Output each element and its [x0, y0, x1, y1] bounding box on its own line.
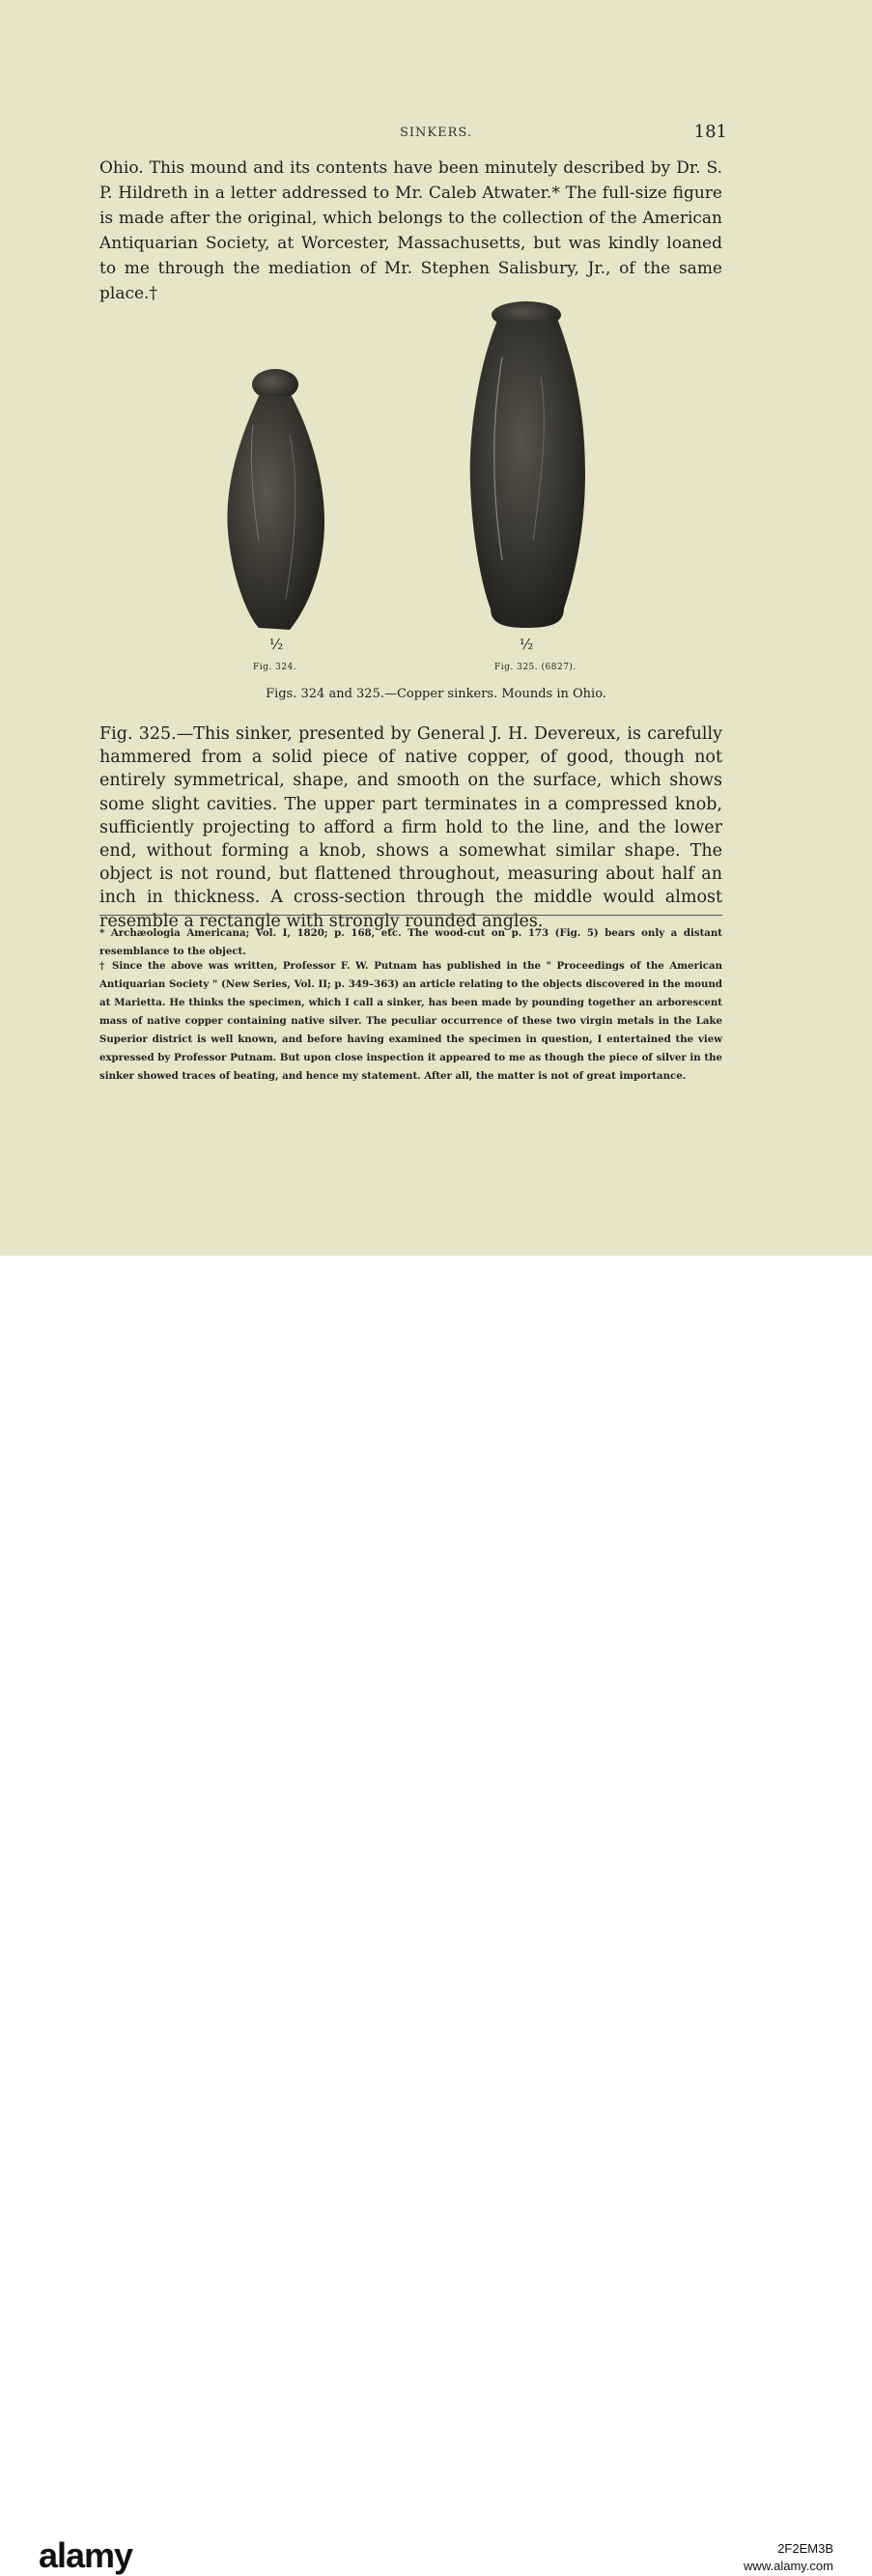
site-url: www.alamy.com	[744, 2559, 833, 2573]
image-code	[744, 2540, 833, 2575]
page-number: 181	[693, 122, 727, 142]
footnote-2: † Since the above was written, Professor F. W. Putnam has published in the " Proceedings of the American Antiquarian Society " (New Series, Vol. II; p. 349–363) an article relating to the objects discovered in the mound at Marietta. He thinks the specimen, which I call a sinker, has been made by pounding together an arborescent mass of native copper containing native silver. The peculiar occurrence of these two virgin metals in the Lake Superior district is well known, and before having examined the specimen in question, I entertained the view expressed by Professor Putnam. But upon close inspection it appeared to me as though the piece of silver in the sinker showed traces of beating, and hence my statement. After all, the matter is not of great importance.	[99, 960, 722, 1082]
sinker-illustrations	[0, 290, 872, 676]
figure-caption: Figs. 324 and 325.—Copper sinkers. Mounds in Ohio.	[266, 687, 606, 701]
fig324-scale: ½	[268, 636, 284, 653]
paragraph-fig325: Fig. 325.—This sinker, presented by General J. H. Devereux, is carefully hammered from a solid piece of native copper, of good, though not entirely symmetrical, shape, and smooth on the surface, which shows some slight cavities. The upper part terminates in a compressed knob, sufficiently projecting to afford a firm hold to the line, and the lower end, without forming a knob, shows a somewhat similar shape. The object is not round, but flattened throughout, measuring about half an inch in thickness. A cross-section through the middle would almost resemble a rectangle with strongly rounded angles.	[99, 724, 722, 931]
fig325-label: Fig. 325. (6827).	[494, 663, 577, 672]
paragraph-intro: Ohio. This mound and its contents have been minutely described by Dr. S. P. Hildreth in a letter addressed to Mr. Caleb Atwater.* The full-size figure is made after the original, which belongs to the collection of the American Antiquarian Society, at Worcester, Massachusetts, but was kindly loaned to me through the mediation of Mr. Stephen Salisbury, Jr., of the same place.†	[99, 158, 722, 303]
fig325-scale: ½	[519, 636, 534, 653]
sinker-fig-324	[227, 369, 324, 630]
running-head: SINKERS.	[400, 126, 472, 140]
watermark-strip	[0, 1256, 872, 2575]
sinker-fig-325	[470, 301, 585, 628]
footnote-1: * Archæologia Americana; Vol. I, 1820; p. 168, etc. The wood-cut on p. 173 (Fig. 5) bears only a distant resemblance to the object.	[99, 927, 722, 957]
alamy-logo: alamy	[39, 2535, 133, 2575]
book-page	[0, 0, 872, 1256]
footnote-rule	[99, 915, 722, 916]
image-code-id: 2F2EM3B	[777, 2541, 833, 2556]
fig324-label: Fig. 324.	[253, 663, 297, 672]
